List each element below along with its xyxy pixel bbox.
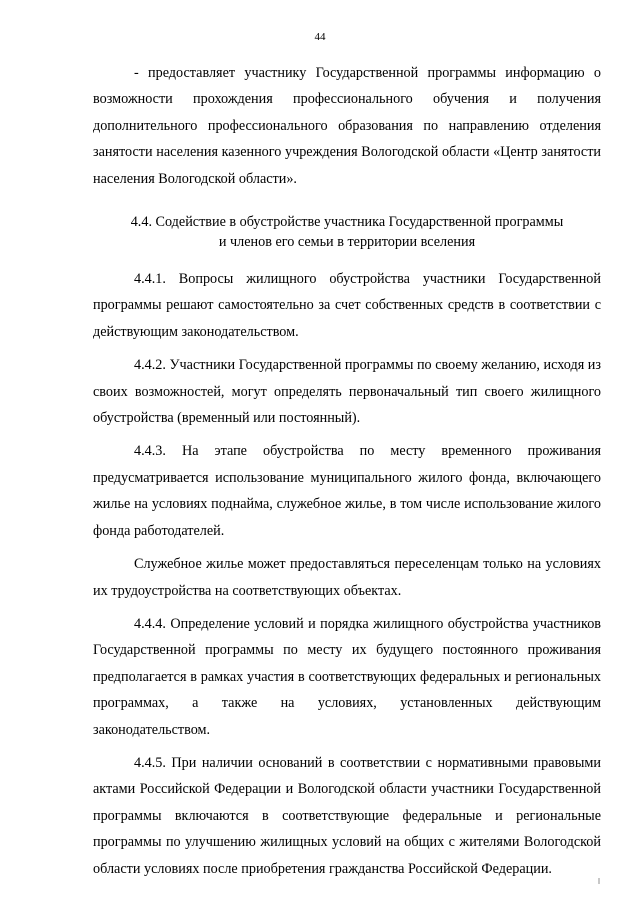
intro-paragraph: - предоставляет участнику Государственной программы информацию о возможности прохождения профессионального обучения и получения дополнительного профессионального образования по направлению отделения занятости населения казенного учреждения Вологодской области «Центр занятости населения Вологодской области». <box>93 65 601 187</box>
paragraph-service-housing: Служебное жилье может предоставляться переселенцам только на условиях их трудоустройства на соответствующих объектах. <box>93 556 601 599</box>
paragraph-4-4-1: 4.4.1. Вопросы жилищного обустройства участники Государственной программы решают самостоятельно за счет собственных средств в соответствии с действующим законодательством. <box>93 271 601 340</box>
scan-edge-mark <box>598 878 600 884</box>
paragraph-4-4-3: 4.4.3. На этапе обустройства по месту временного проживания предусматривается использование муниципального жилого фонда, включающего жилье на условиях поднайма, служебное жилье, в том числе использование жилого фонда работодателей. <box>93 443 601 539</box>
section-heading-line-2: и членов его семьи в территории вселения <box>218 234 476 251</box>
section-heading <box>93 212 601 252</box>
page-number: 44 <box>314 31 326 43</box>
paragraph-4-4-2: 4.4.2. Участники Государственной программы по своему желанию, исходя из своих возможностей, могут определять первоначальный тип своего жилищного обустройства (временный или постоянный). <box>93 357 601 427</box>
paragraph-4-4-4: 4.4.4. Определение условий и порядка жилищного обустройства участников Государственной программы по месту их будущего постоянного проживания предполагается в рамках участия в соответствующих федеральных и региональных программах, а также на условиях, установленных действующим законодательством. <box>93 615 601 738</box>
paragraph-4-4-5: 4.4.5. При наличии оснований в соответствии с нормативными правовыми актами Российской Федерации и Вологодской области участники Государственной программы включаются в соответствующие федеральные и региональные программы по улучшению жилищных условий на общих с жителями Вологодской области условиях после приобретения гражданства Российской Федерации. <box>93 754 601 877</box>
section-heading-line-1: 4.4. Содействие в обустройстве участника Государственной программы <box>130 214 564 231</box>
document-body <box>93 60 601 882</box>
